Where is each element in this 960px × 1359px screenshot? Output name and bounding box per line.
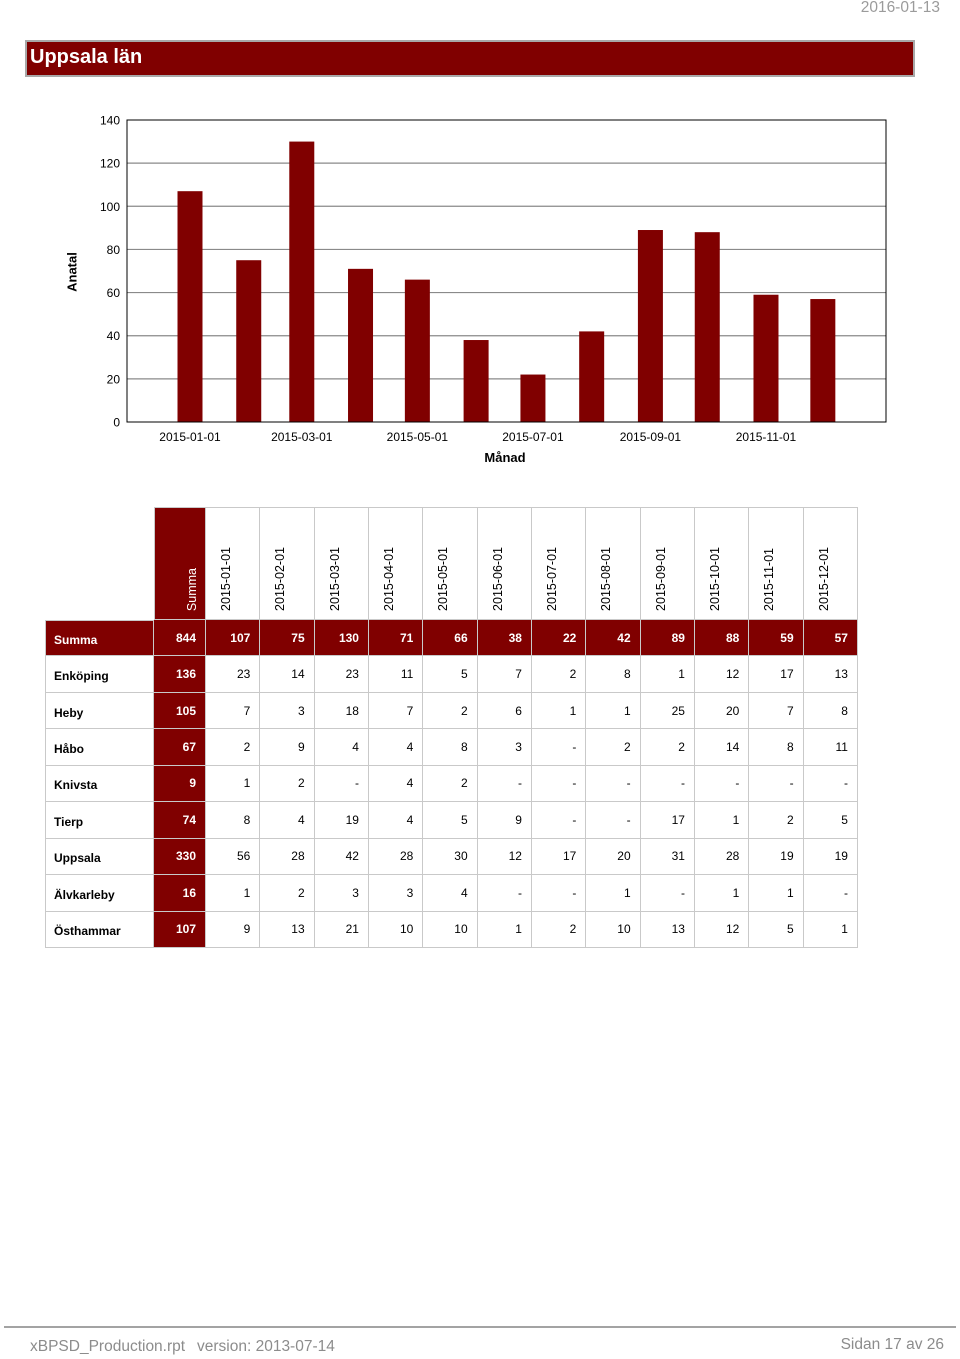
table-cell: 9 (206, 912, 260, 948)
bar-group (236, 260, 261, 422)
table-cell: 10 (423, 912, 477, 948)
table-cell: 20 (695, 693, 749, 729)
column-header-label: 2015-03-01 (327, 547, 342, 611)
bar-group (464, 340, 489, 422)
table-cell: 21 (315, 912, 369, 948)
table-cell: 8 (804, 693, 858, 729)
table-cell: 57 (804, 620, 858, 656)
table-cell: - (695, 766, 749, 802)
table-cell: 10 (369, 912, 423, 948)
table-cell: 14 (260, 656, 314, 692)
print-date: 2016-01-13 (860, 0, 940, 16)
table-cell: 25 (641, 693, 695, 729)
table-cell: 4 (369, 802, 423, 838)
table-cell: 12 (695, 656, 749, 692)
footer-rule (4, 1326, 956, 1328)
column-header (260, 507, 314, 620)
table-cell: 42 (586, 620, 640, 656)
table-cell: 10 (586, 912, 640, 948)
table-cell: 31 (641, 839, 695, 875)
row-label: Älvkarleby (45, 875, 154, 911)
y-tick-label: 40 (106, 329, 120, 344)
table-cell: 19 (315, 802, 369, 838)
footer-version: version: 2013-07-14 (197, 1338, 335, 1355)
table-cell: 17 (641, 802, 695, 838)
table-cell: 2 (260, 875, 314, 911)
table-cell: 28 (695, 839, 749, 875)
table-cell: - (586, 766, 640, 802)
y-tick-label: 60 (106, 286, 120, 301)
table-cell: 22 (532, 620, 586, 656)
y-tick-label: 20 (106, 372, 120, 387)
bar (753, 295, 778, 422)
table-cell: 13 (804, 656, 858, 692)
row-label: Tierp (45, 802, 154, 838)
table-cell: 12 (695, 912, 749, 948)
bar-group (753, 295, 778, 422)
table-cell: 8 (586, 656, 640, 692)
column-header (804, 507, 858, 620)
table-cell: 18 (315, 693, 369, 729)
table-cell: 2 (423, 766, 477, 802)
column-header (423, 507, 477, 620)
table-cell: 1 (641, 656, 695, 692)
table-cell: 130 (315, 620, 369, 656)
bar-group (695, 232, 720, 422)
column-header-label: 2015-01-01 (219, 547, 233, 611)
bar (579, 331, 604, 422)
table-cell: 2 (641, 729, 695, 765)
column-header (206, 507, 260, 620)
table-cell: 13 (260, 912, 314, 948)
table-cell: 7 (478, 656, 532, 692)
table-cell: 2 (586, 729, 640, 765)
section-title: Uppsala län (30, 46, 143, 68)
table-cell: 14 (695, 729, 749, 765)
table-cell: 11 (804, 729, 858, 765)
table-cell: 844 (154, 620, 206, 656)
table-cell: 9 (260, 729, 314, 765)
footer-report-file: xBPSD_Production.rpt (30, 1338, 186, 1355)
bar (178, 191, 203, 422)
table-cell: - (532, 766, 586, 802)
table-cell: 30 (423, 839, 477, 875)
table-cell: 4 (315, 729, 369, 765)
table-cell: 2 (423, 693, 477, 729)
y-tick-label: 140 (99, 113, 120, 128)
table-cell: 4 (260, 802, 314, 838)
table-cell: 1 (695, 875, 749, 911)
row-label: Summa (45, 620, 154, 656)
column-header-label: Summa (185, 567, 199, 611)
table-cell: 42 (315, 839, 369, 875)
table-cell: 2 (749, 802, 803, 838)
x-axis-title: Månad (484, 450, 526, 465)
table-cell: - (749, 766, 803, 802)
table-cell: 2 (206, 729, 260, 765)
table-cell: 5 (749, 912, 803, 948)
column-header-label: 2015-12-01 (816, 547, 831, 611)
table-cell: 11 (369, 656, 423, 692)
table-cell: 136 (154, 656, 206, 692)
column-header (695, 507, 749, 620)
bar-group (289, 142, 314, 422)
table-cell: - (315, 766, 369, 802)
table-cell: 1 (532, 693, 586, 729)
bar (289, 142, 314, 422)
table-cell: 8 (423, 729, 477, 765)
column-header-label: 2015-06-01 (490, 547, 505, 611)
table-cell: 74 (154, 802, 206, 838)
table-cell: 59 (749, 620, 803, 656)
table-cell: 19 (749, 839, 803, 875)
table-cell: 23 (315, 656, 369, 692)
y-tick-label: 100 (99, 199, 120, 214)
column-header-label: 2015-10-01 (708, 547, 722, 611)
x-tick-label: 2015-05-01 (386, 430, 449, 444)
x-tick-label: 2015-03-01 (271, 430, 333, 444)
bar-group (638, 230, 663, 422)
y-tick-label: 80 (106, 242, 120, 257)
table-cell: 1 (586, 693, 640, 729)
table-cell: 3 (315, 875, 369, 911)
section-title-bar (25, 40, 915, 77)
column-header (749, 507, 803, 620)
table-cell: 1 (804, 912, 858, 948)
y-tick-label: 0 (113, 415, 120, 430)
table-cell: - (532, 802, 586, 838)
bar-group (579, 331, 604, 422)
table-cell: - (804, 875, 858, 911)
bar-group (810, 299, 835, 422)
table-cell: 89 (641, 620, 695, 656)
footer-page-number: Sidan 17 av 26 (840, 1336, 944, 1353)
column-header-label: 2015-08-01 (599, 547, 614, 611)
table-cell: 71 (369, 620, 423, 656)
table-cell: 7 (369, 693, 423, 729)
table-cell: 67 (154, 729, 206, 765)
table-cell: 8 (206, 802, 260, 838)
row-label: Östhammar (45, 912, 154, 948)
table-cell: 28 (369, 839, 423, 875)
table-cell: 23 (206, 656, 260, 692)
table-cell: 20 (586, 839, 640, 875)
table-cell: 28 (260, 839, 314, 875)
bar (695, 232, 720, 422)
bar (405, 280, 430, 422)
bar-group (520, 375, 545, 422)
column-header-label: 2015-11-01 (762, 547, 777, 611)
table-cell: 75 (260, 620, 314, 656)
table-cell: 7 (206, 693, 260, 729)
table-cell: 2 (532, 656, 586, 692)
x-tick-label: 2015-09-01 (619, 430, 682, 444)
table-cell: 4 (369, 766, 423, 802)
row-label: Heby (45, 693, 154, 729)
x-tick-label: 2015-01-01 (159, 430, 221, 444)
table-cell: - (478, 766, 532, 802)
data-table (45, 507, 858, 948)
row-label: Uppsala (45, 839, 154, 875)
bar-group (405, 280, 430, 422)
table-cell: - (641, 875, 695, 911)
table-cell: 56 (206, 839, 260, 875)
bar-group (348, 269, 373, 422)
column-header (154, 507, 206, 620)
column-header (641, 507, 695, 620)
table-cell: 17 (749, 656, 803, 692)
table-cell: 3 (369, 875, 423, 911)
column-header (369, 507, 423, 620)
bar (520, 375, 545, 422)
table-cell: - (532, 729, 586, 765)
table-cell: 1 (749, 875, 803, 911)
column-header-label: 2015-07-01 (545, 547, 559, 611)
column-header (532, 507, 586, 620)
table-cell: 13 (641, 912, 695, 948)
x-tick-label: 2015-07-01 (502, 430, 564, 444)
table-cell: 19 (804, 839, 858, 875)
table-cell: 17 (532, 839, 586, 875)
bar (810, 299, 835, 422)
table-cell: 88 (695, 620, 749, 656)
table-cell: - (478, 875, 532, 911)
table-cell: 6 (478, 693, 532, 729)
table-cell: 4 (369, 729, 423, 765)
table-cell: 9 (478, 802, 532, 838)
table-cell: - (804, 766, 858, 802)
table-cell: 3 (478, 729, 532, 765)
table-cell: 5 (423, 656, 477, 692)
table-cell: 1 (586, 875, 640, 911)
column-header (478, 507, 532, 620)
table-cell: 7 (749, 693, 803, 729)
column-header (315, 507, 369, 620)
bar (638, 230, 663, 422)
row-label: Håbo (45, 729, 154, 765)
table-cell: 9 (154, 766, 206, 802)
table-cell: 107 (206, 620, 260, 656)
column-header-label: 2015-02-01 (273, 547, 288, 611)
table-cell: 8 (749, 729, 803, 765)
y-tick-label: 120 (99, 156, 120, 171)
table-cell: 1 (478, 912, 532, 948)
table-cell: 1 (206, 766, 260, 802)
bar-group (178, 191, 203, 422)
table-cell: - (586, 802, 640, 838)
table-cell: 107 (154, 912, 206, 948)
table-cell: 5 (804, 802, 858, 838)
table-cell: 16 (154, 875, 206, 911)
x-tick-label: 2015-11-01 (735, 430, 797, 444)
table-cell: 2 (260, 766, 314, 802)
table-cell: 105 (154, 693, 206, 729)
y-axis-title: Anatal (64, 252, 80, 292)
bar (348, 269, 373, 422)
bar (236, 260, 261, 422)
table-cell: 4 (423, 875, 477, 911)
row-label: Knivsta (45, 766, 154, 802)
bar-chart (0, 90, 960, 480)
table-cell: 3 (260, 693, 314, 729)
table-cell: 66 (423, 620, 477, 656)
column-header-label: 2015-09-01 (653, 547, 668, 611)
column-header-label: 2015-04-01 (382, 547, 396, 611)
table-cell: 1 (695, 802, 749, 838)
column-header (586, 507, 640, 620)
table-cell: 38 (478, 620, 532, 656)
table-cell: - (641, 766, 695, 802)
table-cell: 5 (423, 802, 477, 838)
table-cell: 2 (532, 912, 586, 948)
bar (464, 340, 489, 422)
table-cell: - (532, 875, 586, 911)
table-cell: 12 (478, 839, 532, 875)
table-cell: 330 (154, 839, 206, 875)
row-label: Enköping (45, 656, 154, 692)
column-header-label: 2015-05-01 (436, 547, 451, 611)
table-cell: 1 (206, 875, 260, 911)
